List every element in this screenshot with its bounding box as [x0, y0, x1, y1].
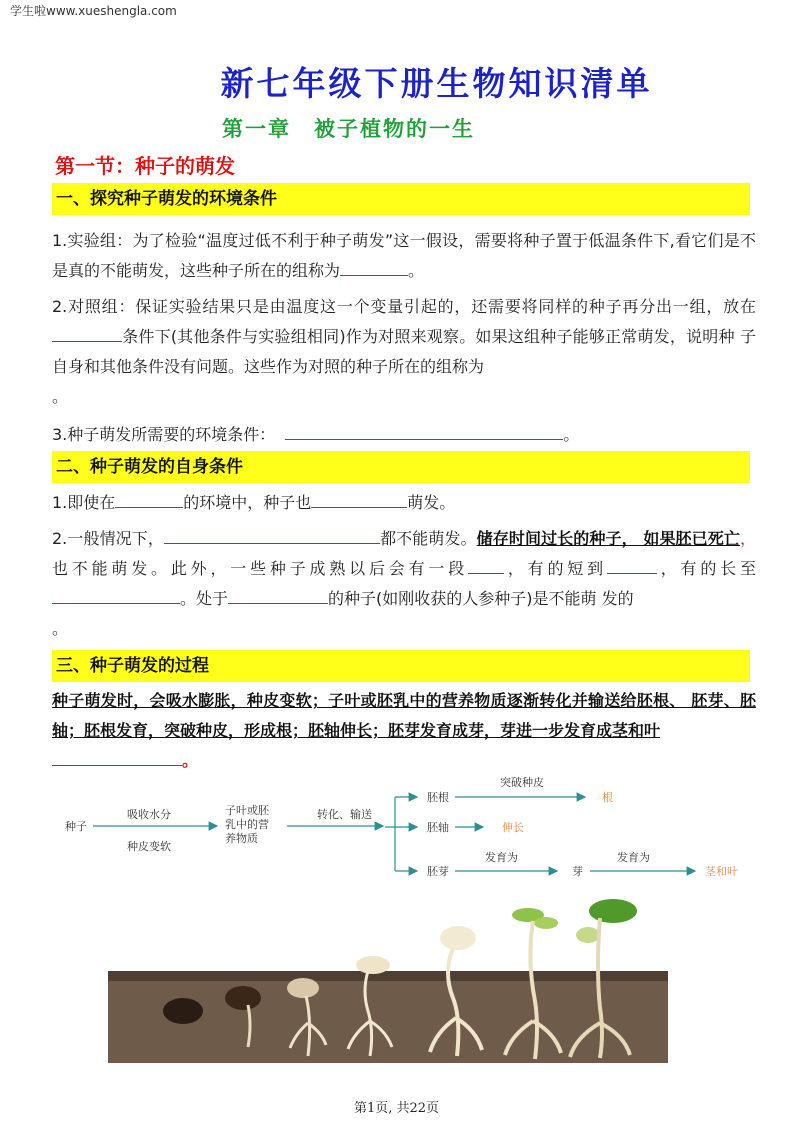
part2-item1-text-c: 萌发。: [407, 493, 456, 512]
part1-item3-text: 3.种子萌发所需要的环境条件：: [52, 425, 276, 444]
part1-item2-text-a: 2.对照组：保证实验结果只是由温度这一个变量引起的，还需要将同样的种子再分出一组，放在: [52, 297, 756, 316]
part2-heading: 二、种子萌发的自身条件: [52, 451, 750, 483]
watermark: 学生啦www.xueshengla.com: [10, 4, 177, 18]
germination-photo: [108, 893, 668, 1063]
blank-line[interactable]: [52, 323, 122, 342]
flow-hypocotyl: 胚轴: [427, 821, 449, 834]
part3-heading: 三、种子萌发的过程: [52, 650, 750, 682]
section-title: 第一节：种子的萌发: [55, 154, 235, 178]
part3-end: 。: [182, 751, 199, 770]
flow-bud: 芽: [572, 865, 583, 878]
part1-item2-text-b: 条件下(其他条件与实验组相同)作为对照来观察。如果这组种子能够正常萌发，说明种 子自身和其他条件没有问题。这些作为对照的种子所在的组称为: [52, 327, 756, 376]
blank-line[interactable]: [285, 421, 563, 440]
page-footer: 第1页, 共22页: [353, 1101, 440, 1116]
part2-item2-end: 。: [52, 619, 69, 638]
part1-heading: 一、探究种子萌发的环境条件: [52, 183, 750, 215]
germination-flow-diagram: [55, 770, 745, 885]
flow-develop-2: 发育为: [617, 851, 650, 864]
flow-transport: 转化、输送: [317, 808, 372, 821]
flow-break: 突破种皮: [500, 776, 544, 789]
part1-item1: [52, 226, 756, 286]
part2-highlight: 储存时间过长的种子， 如果胚已死亡: [476, 529, 740, 548]
blank-line[interactable]: [340, 257, 408, 276]
flow-radicle: 胚根: [427, 791, 449, 804]
part3-body-text: 种子萌发时，会吸水膨胀，种皮变软；子叶或胚乳中的营养物质逐渐转化并输送给胚根、 胚芽、胚轴；胚根发育，突破种皮，形成根；胚轴伸长；胚芽发育成芽，芽进一步发育成茎和叶: [52, 691, 756, 740]
part2-item2: [52, 524, 756, 644]
part2-item2-text-h: 。处于: [180, 589, 229, 608]
flow-root: 根: [602, 791, 613, 804]
flow-plumule: 胚芽: [427, 865, 449, 878]
seed-stage-1: [163, 998, 203, 1024]
part2-item2-text-f: ，有的短到: [504, 559, 607, 578]
blank-line[interactable]: [311, 489, 407, 508]
flow-nutrient-2: 乳中的营: [225, 818, 269, 831]
part2-item1-text-a: 1.即使在: [52, 493, 116, 512]
part1-item1-text: 1.实验组：为了检验“温度过低不利于种子萌发”这一假设，需要将种子置于低温条件下,看它们是不是真的不能萌发，这些种子所在的组称为: [52, 231, 756, 280]
part1-item3: [52, 420, 756, 450]
flow-soften: 种皮变软: [127, 840, 171, 853]
chapter-title: 第一章 被子植物的一生: [222, 116, 475, 141]
part1-item3-end: 。: [563, 425, 580, 444]
part2-item2-text-i: 的种子(如刚收获的人参种子)是不能萌 发的: [328, 589, 634, 608]
part2-item2-text-b: 都不能萌发。: [379, 529, 477, 548]
part1-item2-end: 。: [52, 387, 69, 406]
blank-line[interactable]: [468, 555, 504, 574]
blank-line[interactable]: [52, 747, 182, 766]
part2-item2-text-g: ，有的长至: [656, 559, 756, 578]
flow-stem-leaf: 茎和叶: [705, 865, 738, 878]
flow-elongate: 伸长: [502, 821, 524, 834]
flow-develop-1: 发育为: [485, 851, 518, 864]
blank-line[interactable]: [52, 585, 180, 604]
part2-item1-text-b: 的环境中，种子也: [183, 493, 312, 512]
part2-item2-text-e: 也不能萌发。此外，一些种子成熟以后会有一段: [52, 559, 469, 578]
blank-line[interactable]: [164, 525, 380, 544]
blank-line[interactable]: [115, 489, 183, 508]
page-title: 新七年级下册生物知识清单: [220, 64, 653, 103]
flow-absorb: 吸收水分: [127, 808, 171, 821]
part1-item1-end: 。: [408, 261, 425, 280]
part2-item1: [52, 488, 756, 518]
blank-line[interactable]: [228, 585, 328, 604]
blank-line[interactable]: [607, 555, 657, 574]
part1-item2: [52, 292, 756, 412]
part3-body: [52, 686, 756, 776]
flow-seed: 种子: [65, 820, 87, 833]
part2-red-comma: ，: [739, 529, 756, 548]
flow-nutrient-1: 子叶或胚: [225, 804, 269, 817]
flow-nutrient-3: 养物质: [225, 832, 258, 845]
part2-item2-text-a: 2.一般情况下，: [52, 529, 164, 548]
